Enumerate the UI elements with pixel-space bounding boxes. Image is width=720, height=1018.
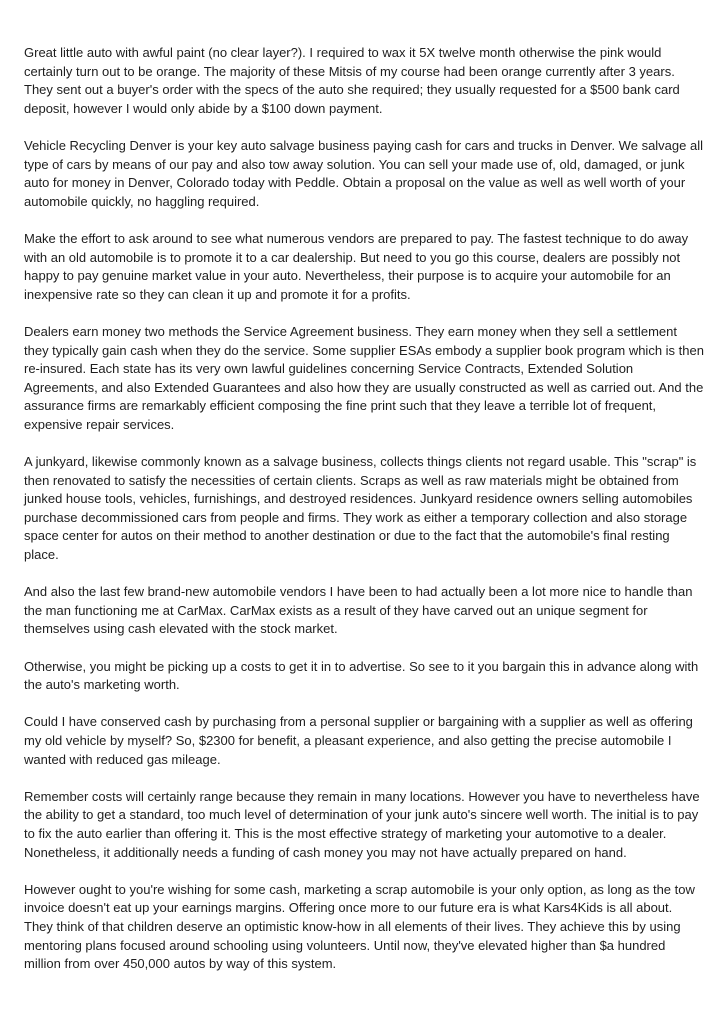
paragraph-6: And also the last few brand-new automobile vendors I have been to had actually been a lot more nice to handle than the man functioning me at CarMax. CarMax exists as a result of they have carved out an unique segment for themselves using cash elevated with the stock market.: [24, 584, 693, 637]
paragraph-8: Could I have conserved cash by purchasing from a personal supplier or bargaining with a supplier as well as offering my old vehicle by myself? So, $2300 for benefit, a pleasant experience, and also getting the precise automobile I wanted with reduced gas mileage.: [24, 714, 693, 767]
paragraph-2: Vehicle Recycling Denver is your key auto salvage business paying cash for cars and trucks in Denver. We salvage all type of cars by means of our pay and also tow away solution. You can sell your made use of, old, damaged, or junk auto for money in Denver, Colorado today with Peddle. Obtain a proposal on the value as well as well worth of your automobile quickly, no haggling required.: [24, 137, 703, 209]
paragraph-3: Make the effort to ask around to see what numerous vendors are prepared to pay. The fastest technique to do away with an old automobile is to promote it to a car dealership. But need to you go this course, dealers are possibly not happy to pay genuine market value in your auto. Nevertheless, their purpose is to acquire your automobile for an inexpensive rate so they can clean it up and promote it for a profits.: [24, 230, 689, 302]
paragraph-10: However ought to you're wishing for some cash, marketing a scrap automobile is your only option, as long as the tow invoice doesn't eat up your earnings margins. Offering once more to our future era is what Kars4Kids is all about. They think of that children deserve an optimistic know-how in all elements of their lives. They achieve this by using mentoring plans focused around schooling using volunteers. Until now, they've elevated higher than $a hundred million from over 450,000 autos by way of this system.: [24, 881, 695, 972]
paragraph-9: Remember costs will certainly range because they remain in many locations. However you have to nevertheless have the ability to get a standard, too much level of determination of your junk auto's sincere well worth. The initial is to pay to fix the auto earlier than offering it. This is the most effective strategy of marketing your automotive to a dealer. Nonetheless, it additionally needs a funding of cash money you may not have actually prepared on hand.: [24, 788, 700, 860]
paragraph-7: Otherwise, you might be picking up a costs to get it in to advertise. So see to it you bargain this in advance along with the auto's marketing worth.: [24, 658, 699, 693]
paragraph-5: A junkyard, likewise commonly known as a salvage business, collects things clients not regard usable. This "scrap" is then renovated to satisfy the necessities of certain clients. Scraps as well as raw materials might be obtained from junked house tools, vehicles, furnishings, and destroyed residences. Junkyard residence owners selling automobiles purchase decommissioned cars from people and firms. They work as either a temporary collection and also storage space center for autos on their method to another destination or due to the fact that the automobile's final resting place.: [24, 454, 697, 563]
paragraph-4: Dealers earn money two methods the Service Agreement business. They earn money when they sell a settlement they typically gain cash when they do the service. Some supplier ESAs embody a supplier book program which is then re-insured. Each state has its very own lawful guidelines concerning Service Contracts, Extended Solution Agreements, and also Extended Guarantees and also how they are usually constructed as well as carried out. And the assurance firms are remarkably efficient composing the fine print such that they leave a terrible lot of frequent, expensive repair services.: [24, 323, 704, 432]
paragraph-1: Great little auto with awful paint (no clear layer?). I required to wax it 5X twelve month otherwise the pink would certainly turn out to be orange. The majority of these Mitsis of my course had been orange currently after 3 years. They sent out a buyer's order with the specs of the auto she required; they usually requested for a $500 bank card deposit, however I would only abide by a $100 down payment.: [24, 45, 680, 116]
